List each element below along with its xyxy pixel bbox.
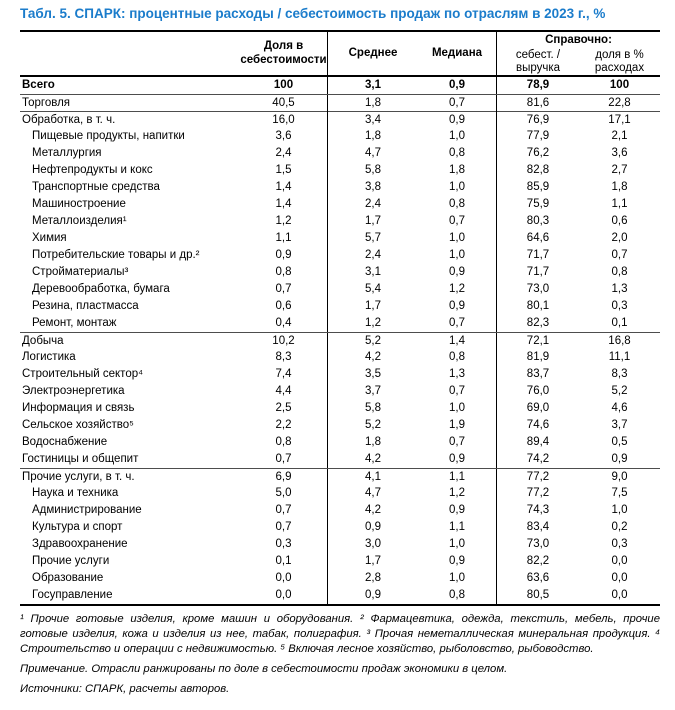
cell-share-of-expenses: 0,6 [611,215,628,227]
cell-share-of-expenses: 7,5 [611,487,628,499]
row-label: Госуправление [32,589,113,601]
cell-mean: 3,5 [365,368,381,380]
cell-share-of-expenses: 9,0 [611,471,628,483]
row-label: Образование [32,572,104,584]
cell-share-of-expenses: 0,0 [611,572,628,584]
cell-median: 0,7 [418,315,497,332]
cell-share-of-expenses: 1,1 [611,198,628,210]
cell-median: 1,2 [418,281,497,298]
header-share-of-cost: Доля в себестоимости [240,32,328,75]
table-row [20,553,660,570]
cell-mean: 3,1 [365,266,381,278]
cell-cost-to-revenue: 82,8 [526,164,550,176]
table-row [20,298,660,315]
cell-median: 1,4 [418,333,497,350]
cell-median: 0,7 [418,213,497,230]
cell-share-of-expenses: 1,8 [611,181,628,193]
cell-cost-to-revenue: 74,6 [526,419,550,431]
header-reference-title: Справочно: [545,34,612,46]
cell-mean: 1,8 [365,130,381,142]
cell-mean: 0,9 [365,589,381,601]
row-label: Ремонт, монтаж [32,317,117,329]
table-row [20,315,660,332]
cell-mean: 5,7 [365,232,381,244]
table-row [20,94,660,111]
cell-share-of-expenses: 0,5 [611,436,628,448]
cell-cost-to-revenue: 63,6 [526,572,550,584]
cell-mean: 0,9 [365,521,381,533]
cell-median: 1,0 [418,570,497,587]
cell-share-of-expenses: 0,0 [611,555,628,567]
cell-mean: 5,2 [365,335,381,347]
cell-cost-to-revenue: 76,2 [526,147,550,159]
table-row [20,77,660,94]
table-row [20,179,660,196]
cell-median: 1,0 [418,179,497,196]
row-label: Торговля [22,97,71,109]
cell-mean: 5,4 [365,283,381,295]
cell-cost-to-revenue: 80,5 [526,589,550,601]
cell-cost-to-revenue: 76,9 [526,114,550,126]
cell-median: 1,0 [418,247,497,264]
cell-cost-to-revenue: 81,6 [526,97,550,109]
cell-share-of-expenses: 8,3 [611,368,628,380]
cell-mean: 1,7 [365,555,381,567]
header-share-of-expenses: доля в % расходах [594,49,645,74]
row-label: Водоснабжение [22,436,108,448]
cell-share-of-expenses: 3,6 [611,147,628,159]
cell-share-of-cost: 2,5 [240,400,328,417]
cell-share-of-expenses: 100 [609,79,630,91]
cell-cost-to-revenue: 83,7 [526,368,550,380]
row-label: Обработка, в т. ч. [22,114,116,126]
table-row [20,281,660,298]
cell-median: 1,2 [418,485,497,502]
cell-cost-to-revenue: 73,0 [526,538,550,550]
cell-mean: 1,2 [365,317,381,329]
table-row [20,519,660,536]
cell-share-of-expenses: 4,6 [611,402,628,414]
cell-median: 1,0 [418,230,497,247]
row-label: Культура и спорт [32,521,123,533]
row-label: Всего [22,79,55,91]
cell-cost-to-revenue: 76,0 [526,385,550,397]
cell-share-of-expenses: 1,0 [611,504,628,516]
row-label: Наука и техника [32,487,119,499]
cell-mean: 1,8 [365,97,381,109]
cell-median: 0,8 [418,349,497,366]
cell-mean: 1,7 [365,215,381,227]
table-row [20,247,660,264]
cell-cost-to-revenue: 78,9 [526,79,550,91]
cell-share-of-cost: 0,0 [240,570,328,587]
cell-share-of-expenses: 11,1 [608,351,631,363]
row-label: Стройматериалы³ [32,266,129,278]
table-row [20,366,660,383]
cell-mean: 4,7 [365,487,381,499]
table-row [20,468,660,485]
table-header [20,30,660,77]
header-reference-subcolumns [497,48,660,75]
cell-median: 1,0 [418,400,497,417]
cell-share-of-expenses: 5,2 [611,385,628,397]
cell-share-of-expenses: 1,3 [611,283,628,295]
cell-mean: 4,2 [365,504,381,516]
cell-share-of-expenses: 3,7 [611,419,628,431]
row-label: Химия [32,232,67,244]
table-row [20,111,660,128]
cell-mean: 2,8 [365,572,381,584]
cell-share-of-expenses: 0,0 [611,589,628,601]
table-body [20,77,660,606]
cell-share-of-cost: 16,0 [240,112,328,129]
cell-mean: 4,2 [365,351,381,363]
header-reference-group [497,32,660,75]
cell-cost-to-revenue: 85,9 [526,181,550,193]
cell-share-of-cost: 1,4 [240,179,328,196]
row-label: Транспортные средства [32,181,160,193]
table-row [20,536,660,553]
cell-cost-to-revenue: 77,2 [526,471,550,483]
cell-cost-to-revenue: 80,3 [526,215,550,227]
table-row [20,570,660,587]
header-mean: Среднее [348,46,398,59]
table-row [20,434,660,451]
header-median: Медиана [418,32,497,75]
cell-share-of-cost: 0,7 [240,281,328,298]
cell-cost-to-revenue: 81,9 [526,351,550,363]
table-title: Табл. 5. СПАРК: процентные расходы / себестоимость продаж по отраслям в 2023 г., % [20,6,606,21]
cell-share-of-cost: 2,2 [240,417,328,434]
sources-paragraph: Источники: СПАРК, расчеты авторов. [20,683,230,695]
row-label: Прочие услуги, в т. ч. [22,471,135,483]
notes-block [20,612,660,697]
row-label: Информация и связь [22,402,135,414]
cell-mean: 1,7 [365,300,381,312]
cell-median: 0,8 [418,587,497,604]
cell-cost-to-revenue: 77,9 [526,130,550,142]
row-label: Логистика [22,351,76,363]
note-paragraph: Примечание. Отрасли ранжированы по доле в себестоимости продаж экономики в целом. [20,663,508,675]
table-row [20,264,660,281]
cell-median: 0,7 [418,383,497,400]
cell-share-of-expenses: 0,3 [611,538,628,550]
cell-share-of-cost: 0,0 [240,587,328,604]
cell-share-of-expenses: 0,9 [611,453,628,465]
cell-median: 0,7 [418,434,497,451]
cell-cost-to-revenue: 74,3 [526,504,550,516]
cell-share-of-expenses: 0,7 [611,249,628,261]
cell-mean: 3,7 [365,385,381,397]
cell-share-of-cost: 6,9 [240,469,328,486]
cell-share-of-cost: 1,2 [240,213,328,230]
row-label: Потребительские товары и др.² [32,249,200,261]
cell-median: 1,1 [418,469,497,486]
cell-cost-to-revenue: 72,1 [526,335,550,347]
cell-share-of-cost: 0,7 [240,451,328,468]
cell-median: 0,9 [418,112,497,129]
cell-share-of-expenses: 16,8 [608,335,631,347]
table-row [20,417,660,434]
cell-cost-to-revenue: 73,0 [526,283,550,295]
row-label: Прочие услуги [32,555,110,567]
cell-mean: 4,2 [365,453,381,465]
cell-cost-to-revenue: 75,9 [526,198,550,210]
cell-median: 1,0 [418,128,497,145]
cell-share-of-expenses: 0,8 [611,266,628,278]
cell-share-of-expenses: 0,3 [611,300,628,312]
cell-median: 0,8 [418,145,497,162]
cell-mean: 3,8 [365,181,381,193]
cell-mean: 5,8 [365,402,381,414]
row-label: Резина, пластмасса [32,300,139,312]
table-row [20,162,660,179]
cell-share-of-cost: 0,8 [240,434,328,451]
cell-cost-to-revenue: 69,0 [526,402,550,414]
row-label: Гостиницы и общепит [22,453,139,465]
table-row [20,196,660,213]
row-label: Деревообработка, бумага [32,283,170,295]
row-label: Металлургия [32,147,102,159]
cell-share-of-cost: 0,4 [240,315,328,332]
cell-mean: 2,4 [365,249,381,261]
table-row [20,451,660,468]
cell-median: 0,9 [418,77,497,94]
header-cost-to-revenue: себест. / выручка [515,49,561,74]
table-row [20,383,660,400]
row-label: Строительный сектор⁴ [22,368,144,380]
cell-cost-to-revenue: 82,2 [526,555,550,567]
table-row [20,485,660,502]
cell-share-of-expenses: 0,2 [611,521,628,533]
cell-mean: 3,4 [365,114,381,126]
cell-cost-to-revenue: 74,2 [526,453,550,465]
table-row [20,230,660,247]
cell-share-of-cost: 100 [240,77,328,94]
row-label: Здравоохранение [32,538,128,550]
cell-share-of-expenses: 2,1 [611,130,628,142]
cell-share-of-expenses: 22,8 [608,97,631,109]
cell-median: 0,9 [418,502,497,519]
cell-median: 0,9 [418,451,497,468]
cell-share-of-cost: 0,7 [240,519,328,536]
cell-mean: 4,1 [365,471,381,483]
cell-cost-to-revenue: 71,7 [526,249,550,261]
cell-share-of-cost: 1,5 [240,162,328,179]
cell-median: 1,1 [418,519,497,536]
cell-mean: 4,7 [365,147,381,159]
row-label: Металлоизделия¹ [32,215,127,227]
table-row [20,502,660,519]
cell-share-of-cost: 0,6 [240,298,328,315]
cell-share-of-cost: 3,6 [240,128,328,145]
cell-share-of-cost: 0,1 [240,553,328,570]
cell-cost-to-revenue: 83,4 [526,521,550,533]
cell-share-of-cost: 10,2 [240,333,328,350]
cell-mean: 3,1 [365,79,381,91]
cell-share-of-cost: 5,0 [240,485,328,502]
cell-share-of-expenses: 2,7 [611,164,628,176]
cell-share-of-cost: 0,7 [240,502,328,519]
table-row [20,213,660,230]
cell-mean: 5,8 [365,164,381,176]
cell-share-of-expenses: 2,0 [611,232,628,244]
cell-median: 0,7 [418,95,497,112]
cell-cost-to-revenue: 82,3 [526,317,550,329]
table-row [20,332,660,349]
cell-median: 1,3 [418,366,497,383]
table-row [20,128,660,145]
cell-median: 1,0 [418,536,497,553]
row-label: Машиностроение [32,198,126,210]
cell-share-of-cost: 8,3 [240,349,328,366]
cell-mean: 3,0 [365,538,381,550]
row-label: Электроэнергетика [22,385,125,397]
cell-share-of-cost: 0,9 [240,247,328,264]
footnotes-paragraph: ¹ Прочие готовые изделия, кроме машин и оборудования. ² Фармацевтика, одежда, текстиль, мебель, прочие готовые изделия, кожа и изделия из нее, табак, полиграфия. ³ Прочая неметаллическая минеральная продукция. ⁴ Строительство и операции с недвижимостью. ⁵ Включая лесное хозяйство, рыболовство, рыбоводство. [20,613,660,655]
cell-median: 0,8 [418,196,497,213]
cell-median: 1,8 [418,162,497,179]
row-label: Нефтепродукты и кокс [32,164,153,176]
header-empty-cell [20,32,240,75]
data-table [20,30,660,606]
cell-share-of-cost: 2,4 [240,145,328,162]
cell-share-of-cost: 0,8 [240,264,328,281]
cell-cost-to-revenue: 64,6 [526,232,550,244]
table-row [20,400,660,417]
cell-cost-to-revenue: 80,1 [526,300,550,312]
cell-share-of-expenses: 17,1 [608,114,631,126]
cell-cost-to-revenue: 77,2 [526,487,550,499]
cell-mean: 1,8 [365,436,381,448]
table-row [20,349,660,366]
cell-median: 0,9 [418,264,497,281]
row-label: Пищевые продукты, напитки [32,130,185,142]
cell-median: 0,9 [418,553,497,570]
cell-share-of-cost: 0,3 [240,536,328,553]
cell-share-of-cost: 4,4 [240,383,328,400]
cell-median: 0,9 [418,298,497,315]
cell-share-of-cost: 1,1 [240,230,328,247]
table-row [20,145,660,162]
cell-cost-to-revenue: 89,4 [526,436,550,448]
cell-cost-to-revenue: 71,7 [526,266,550,278]
table-row [20,587,660,604]
cell-share-of-cost: 40,5 [240,95,328,112]
row-label: Сельское хозяйство⁵ [22,419,134,431]
row-label: Добыча [22,335,64,347]
cell-median: 1,9 [418,417,497,434]
row-label: Администрирование [32,504,142,516]
cell-mean: 2,4 [365,198,381,210]
cell-share-of-cost: 7,4 [240,366,328,383]
cell-share-of-cost: 1,4 [240,196,328,213]
cell-mean: 5,2 [365,419,381,431]
cell-share-of-expenses: 0,1 [611,317,628,329]
